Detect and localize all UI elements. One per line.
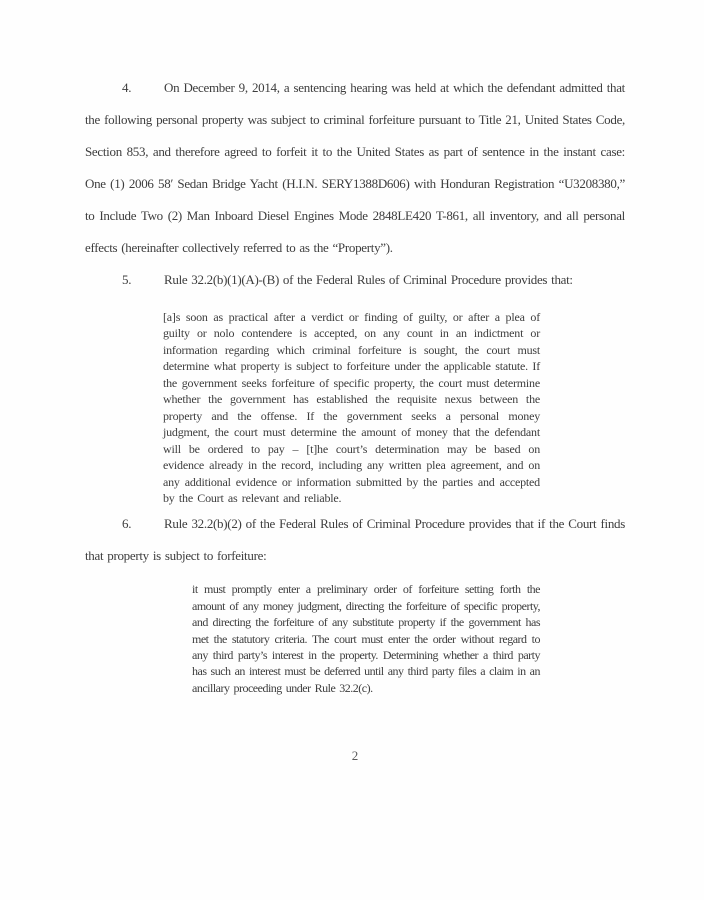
paragraph-6-text: Rule 32.2(b)(2) of the Federal Rules of Criminal Procedure provides that if the Court finds that property is subject to forfeiture: (85, 516, 625, 564)
paragraph-5-text: Rule 32.2(b)(1)(A)-(B) of the Federal Rules of Criminal Procedure provides that: (164, 272, 573, 287)
block-quote-rule-32-2-b-2: it must promptly enter a preliminary order of forfeiture setting forth the amount of any money judgment, directing the forfeiture of specific property, and directing the forfeiture of any substitute property if the government has met the statutory criteria. The court must enter the order without regard to any third party’s interest in the property. Determining whether a third party has such an interest must be deferred until any third party files a claim in an ancillary proceeding under Rule 32.2(c). (192, 582, 540, 695)
paragraph-5 (85, 264, 625, 296)
paragraph-6-number: 6. (122, 516, 132, 532)
paragraph-6 (85, 508, 625, 572)
paragraph-4 (85, 72, 625, 264)
page-number: 2 (351, 748, 359, 764)
block-quote-rule-32-2-b-1: [a]s soon as practical after a verdict or finding of guilty, or after a plea of guilty or nolo contendere is accepted, on any count in an indictment or information regarding which criminal forfeiture is sought, the court must determine what property is subject to forfeiture under the applicable statute. If the government seeks forfeiture of specific property, the court must determine whether the government has established the requisite nexus between the property and the offense. If the government seeks a personal money judgment, the court must determine the amount of money that the defendant will be ordered to pay – [t]he court’s determination may be based on evidence already in the record, including any written plea agreement, and on any additional evidence or information submitted by the parties and accepted by the Court as relevant and reliable. (163, 310, 540, 505)
paragraph-4-number: 4. (122, 80, 132, 95)
paragraph-4-text: On December 9, 2014, a sentencing hearing was held at which the defendant admitted that the following personal property was subject to criminal forfeiture pursuant to Title 21, United States Code, Section 853, and therefore agreed to forfeit it to the United States as part of sentence in the instant case: One (1) 2006 58′ Sedan Bridge Yacht (H.I.N. SERY1388D606) with Honduran Registration “U3208380,” to Include Two (2) Man Inboard Diesel Engines Mode 2848LE420 T-861, all inventory, and all personal effects (hereinafter collectively referred to as the “Property”). (85, 80, 625, 255)
paragraph-5-number: 5. (122, 272, 132, 287)
